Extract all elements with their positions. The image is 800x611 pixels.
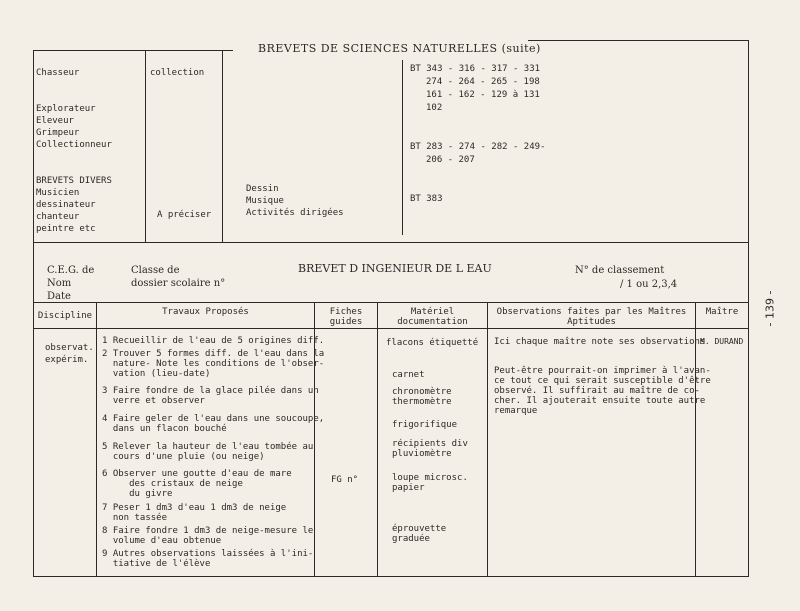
- top-border-right: [528, 40, 748, 41]
- travaux-item: 5 Relever la hauteur de l'eau tombée au cours d'une pluie (ou neige): [102, 442, 314, 462]
- fiches-cell: FG n°: [331, 475, 359, 485]
- divider-col2: [222, 50, 223, 243]
- table-header-bottom: [33, 328, 749, 329]
- top-col4-line: [410, 128, 545, 141]
- header-fiches-line: guides: [329, 317, 363, 327]
- top-col3: [246, 183, 344, 219]
- top-col1-line: [36, 163, 112, 175]
- travaux-item: 1 Recueillir de l'eau de 5 origines diff.: [102, 336, 325, 346]
- table-bottom-line: [33, 576, 749, 577]
- top-col3-line: Musique: [246, 196, 284, 206]
- col-sep-4: [487, 302, 488, 577]
- top-col1-line: BREVETS DIVERS: [36, 176, 112, 186]
- header-discipline: Discipline: [37, 311, 93, 321]
- travaux-item: 9 Autres observations laissées à l'ini- tiative de l'élève: [102, 549, 314, 569]
- header-maitre: Maître: [705, 307, 739, 317]
- top-col3-line: Activités dirigées: [246, 208, 344, 218]
- top-col4-line: 161 - 162 - 129 à 131: [426, 90, 540, 100]
- classe-label: Classe de: [131, 265, 180, 276]
- top-col4-line: [410, 167, 545, 180]
- table-top-line: [33, 302, 749, 303]
- top-col4: [410, 63, 545, 206]
- header-observations-line: Aptitudes: [567, 317, 616, 327]
- materiel-item: flacons étiquetté: [386, 338, 479, 348]
- top-col1-line: Musicien: [36, 188, 80, 198]
- top-col1-line: Chasseur: [36, 68, 80, 78]
- materiel-item: loupe microsc. papier: [392, 473, 468, 493]
- travaux-item: 2 Trouver 5 formes diff. de l'eau dans la nature- Note les conditions de l'obser- vation (lieu-date): [102, 349, 325, 379]
- top-section-title: BREVETS DE SCIENCES NATURELLES (suite): [258, 42, 541, 55]
- top-col1-line: [36, 151, 112, 163]
- top-col1-line: [36, 79, 112, 91]
- travaux-item: 7 Peser 1 dm3 d'eau 1 dm3 de neige non tassée: [102, 503, 287, 523]
- top-col2-collection: collection: [150, 68, 205, 78]
- travaux-item: 6 Observer une goutte d'eau de mare des cristaux de neige du givre: [102, 469, 292, 499]
- travaux-item: 3 Faire fondre de la glace pilée dans un verre et observer: [102, 386, 319, 406]
- top-col2-a-preciser: A préciser: [157, 210, 212, 220]
- top-col1-line: dessinateur: [36, 200, 96, 210]
- discipline-line: observat.: [45, 343, 94, 353]
- brevet-title: BREVET D INGENIEUR DE L EAU: [298, 262, 492, 275]
- discipline-line: expérim.: [45, 355, 89, 365]
- page-number: - 139 -: [763, 290, 777, 327]
- top-col4-line: [410, 115, 545, 128]
- top-col4-line: BT 343 - 316 - 317 - 331: [410, 64, 541, 74]
- header-materiel-line: documentation: [397, 317, 468, 327]
- dossier-label: dossier scolaire n°: [131, 278, 226, 289]
- top-col4-line: 274 - 264 - 265 - 198: [426, 77, 540, 87]
- header-travaux: Travaux Proposés: [162, 307, 249, 317]
- top-col1-line: peintre etc: [36, 224, 96, 234]
- top-col1-line: Grimpeur: [36, 128, 80, 138]
- top-col4-line: 102: [426, 103, 443, 113]
- top-col4-line: [410, 180, 545, 193]
- materiel-item: carnet: [392, 370, 425, 380]
- classement-options: / 1 ou 2,3,4: [620, 279, 678, 290]
- top-col3-line: Dessin: [246, 184, 279, 194]
- materiel-item: chronomètre thermomètre: [392, 387, 452, 407]
- date-label: Date: [47, 291, 71, 302]
- travaux-cell: [102, 336, 324, 569]
- travaux-item: 8 Faire fondre 1 dm3 de neige-mesure le volume d'eau obtenue: [102, 526, 314, 546]
- divider-col3: [402, 60, 403, 235]
- col-sep-3: [377, 302, 378, 577]
- top-col1-line: Eleveur: [36, 116, 74, 126]
- observations-note: Ici chaque maître note ses observations: [494, 337, 706, 347]
- header-observations-line: Observations faites par les Maîtres: [496, 307, 687, 317]
- top-col1-line: Collectionneur: [36, 140, 112, 150]
- top-col1-line: chanteur: [36, 212, 80, 222]
- header-materiel-line: Matériel: [410, 307, 455, 317]
- col-sep-1: [96, 302, 97, 577]
- top-border-left: [33, 50, 233, 51]
- top-col4-line: BT 383: [410, 194, 443, 204]
- ceg-label: C.E.G. de: [47, 265, 95, 276]
- top-section-bottom: [33, 242, 749, 243]
- top-col4-line: 206 - 207: [426, 155, 475, 165]
- top-col4-line: BT 283 - 274 - 282 - 249-: [410, 142, 546, 152]
- discipline-cell: [45, 342, 94, 366]
- top-col1-line: Explorateur: [36, 104, 96, 114]
- top-col1-line: [36, 91, 112, 103]
- divider-col1: [145, 50, 146, 243]
- header-observations: [488, 307, 695, 327]
- observations-suggestion: Peut-être pourrait-on imprimer à l'avan- ce tout ce qui serait susceptible d'être observé. Il suffirait au maître de co- cher. Il ajouterait ensuite toute autre remarque: [494, 366, 711, 416]
- maitre-name: M. DURAND: [700, 337, 744, 346]
- header-materiel: [378, 307, 487, 327]
- materiel-item: frigorifique: [392, 420, 458, 430]
- frame-right: [748, 40, 749, 576]
- top-col1: [36, 67, 112, 235]
- materiel-item: éprouvette graduée: [392, 524, 447, 544]
- materiel-item: récipients div pluviomètre: [392, 439, 468, 459]
- travaux-item: 4 Faire geler de l'eau dans une soucoupe, dans un flacon bouché: [102, 414, 325, 434]
- nom-label: Nom: [47, 278, 72, 289]
- header-fiches-line: Fiches: [329, 307, 363, 317]
- header-fiches: [315, 307, 377, 327]
- classement-label: N° de classement: [575, 265, 665, 276]
